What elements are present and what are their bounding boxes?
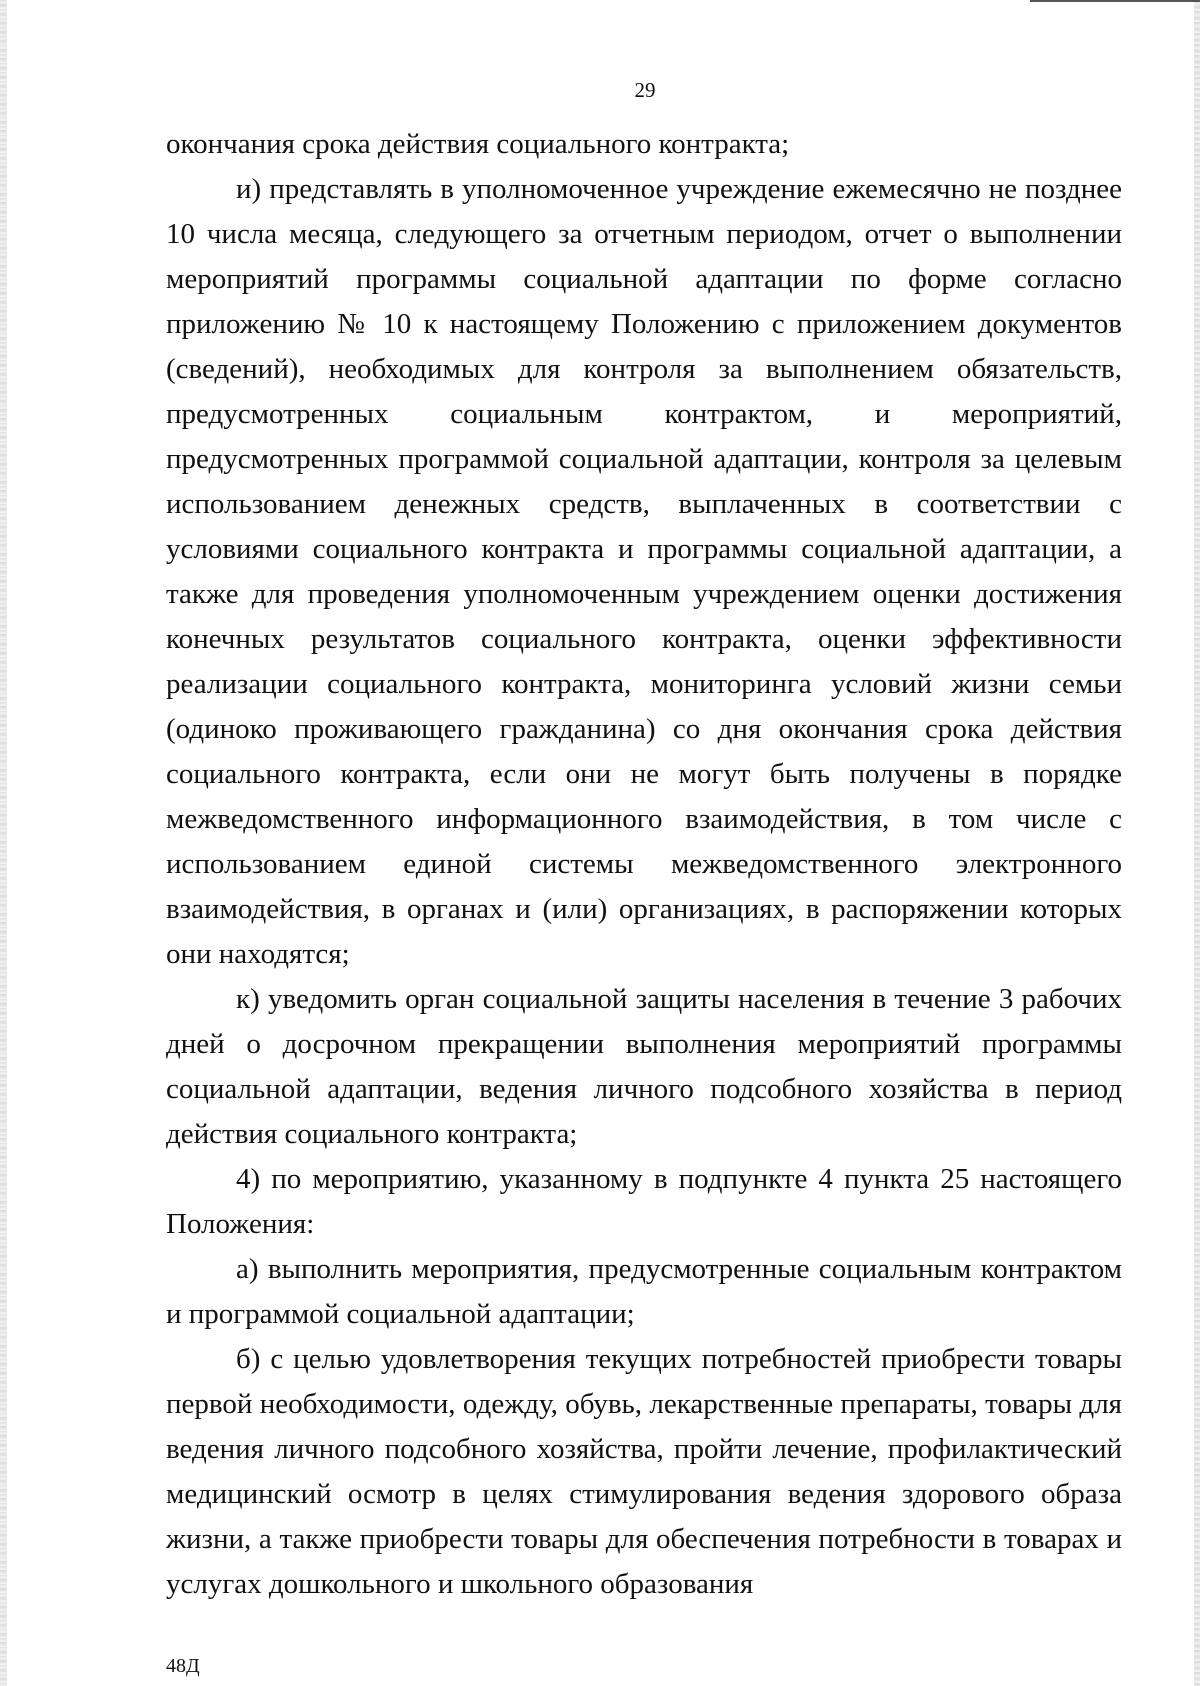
paragraph-continuation: окончания срока действия социального контракта; bbox=[166, 128, 790, 160]
paragraph-item-k: к) уведомить орган социальной защиты населения в течение 3 рабочих дней о досрочном прекращении выполнения мероприятий программы социальной адаптации, ведения личного подсобного хозяйства в период действия социального контракта; bbox=[166, 983, 1122, 1150]
page-number: 29 bbox=[634, 78, 656, 102]
paragraph-item-a: а) выполнить мероприятия, предусмотренные социальным контрактом и программой социальной адаптации; bbox=[166, 1253, 1122, 1330]
scan-edge-right bbox=[1194, 0, 1200, 1686]
paragraph-item-i: и) представлять в уполномоченное учреждение ежемесячно не позднее 10 числа месяца, следующего за отчетным периодом, отчет о выполнении мероприятий программы социальной адаптации по форме согласно приложению № 10 к настоящему Положению с приложением документов (сведений), необходимых для контроля за выполнением обязательств, предусмотренных социальным контрактом, и мероприятий, предусмотренных программой социальной адаптации, контроля за целевым использованием денежных средств, выплаченных в соответствии с условиями социального контракта и программы социальной адаптации, а также для проведения уполномоченным учреждением оценки достижения конечных результатов социального контракта, оценки эффективности реализации социального контракта, мониторинга условий жизни семьи (одиноко проживающего гражданина) со дня окончания срока действия социального контракта, если они не могут быть получены в порядке межведомственного информационного взаимодействия, в том числе с использованием единой системы межведомственного электронного взаимодействия, в органах и (или) организациях, в распоряжении которых они находятся; bbox=[166, 173, 1122, 970]
scan-edge-left bbox=[0, 0, 7, 1686]
scan-edge-top bbox=[1030, 0, 1200, 2]
paragraph-item-4: 4) по мероприятию, указанному в подпункте 4 пункта 25 настоящего Положения: bbox=[166, 1163, 1122, 1240]
paragraph-item-b: б) с целью удовлетворения текущих потребностей приобрести товары первой необходимости, одежду, обувь, лекарственные препараты, товары для ведения личного подсобного хозяйства, пройти лечение, профилактический медицинский осмотр в целях стимулирования ведения здорового образа жизни, а также приобрести товары для обеспечения потребности в товарах и услугах дошкольного и школьного образования bbox=[166, 1343, 1122, 1600]
document-body bbox=[166, 122, 1122, 1607]
document-code: 48Д bbox=[166, 1655, 200, 1677]
